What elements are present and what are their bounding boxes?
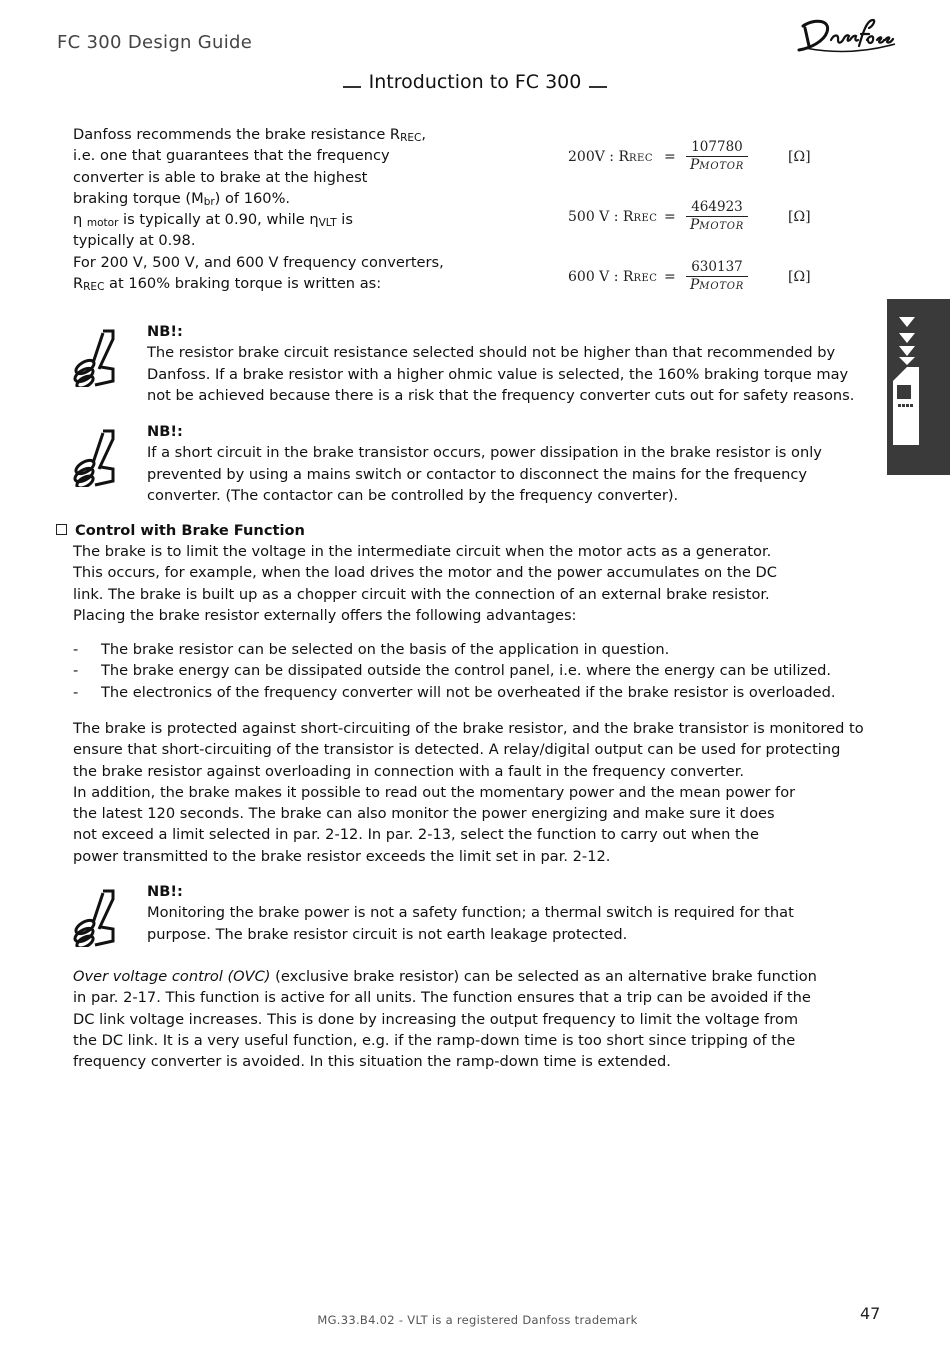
danfoss-logo [797, 14, 899, 54]
list-item [73, 682, 873, 703]
paragraph-line: the brake resistor against overloading in connection with a fault in the frequency converter. [73, 762, 745, 780]
list-item [73, 639, 873, 660]
paragraph-line: in par. 2-17. This function is active for all units. The function ensures that a trip can be avoided if the [73, 989, 811, 1007]
resistance-subscript: REC [633, 273, 658, 284]
intro-line [73, 124, 463, 145]
note-box [73, 321, 873, 411]
list-item-text: The brake energy can be dissipated outside the control panel, i.e. where the energy can be utilized. [101, 662, 832, 680]
intro-line [73, 188, 463, 209]
text: is typically at 0.90, while η [118, 211, 319, 229]
paragraph-line [73, 966, 873, 987]
resistance-symbol: R [618, 149, 629, 165]
unit: [Ω] [788, 209, 811, 225]
intro-line: For 200 V, 500 V, and 600 V frequency converters, [73, 253, 444, 271]
bullet-dash: - [73, 641, 79, 658]
bullet-dash: - [73, 662, 79, 680]
unit: [Ω] [788, 269, 811, 285]
text: η [73, 211, 87, 229]
paragraph-line: The brake is protected against short-circuiting of the brake resistor, and the brake transistor is monitored to [73, 720, 864, 737]
italic-term: Over voltage control (OVC) [73, 968, 271, 985]
denominator [686, 217, 748, 233]
note-label: NB!: [147, 323, 183, 340]
list-item [73, 660, 873, 681]
text: , [421, 126, 426, 143]
numerator: 107780 [686, 139, 748, 157]
voltage: 600 V : [568, 269, 623, 285]
power-subscript: MOTOR [699, 161, 745, 172]
page-number: 47 [860, 1304, 881, 1323]
subscript: REC [83, 281, 105, 294]
writing-hand-icon [73, 329, 119, 387]
title-rule-right [589, 86, 607, 88]
section-title [0, 71, 950, 93]
formula-label [568, 269, 657, 285]
fraction [686, 199, 748, 233]
note-line: If a short circuit in the brake transistor occurs, power dissipation in the brake resistor is only [147, 444, 822, 462]
fraction [686, 139, 748, 173]
voltage: 500 V : [568, 209, 623, 225]
numerator: 630137 [686, 259, 748, 277]
unit: [Ω] [788, 149, 811, 165]
paragraph-line: link. The brake is built up as a chopper circuit with the connection of an external brake resistor. [73, 585, 770, 603]
voltage: 200V : [568, 149, 619, 165]
document-title: FC 300 Design Guide [57, 32, 253, 53]
paragraph-line: not exceed a limit selected in par. 2-12. In par. 2-13, select the function to carry out when the [73, 826, 759, 844]
subscript: br [203, 195, 215, 208]
note-content [147, 421, 877, 506]
text: at 160% braking torque is written as: [104, 275, 382, 293]
note-box [73, 421, 873, 511]
subscript: motor [86, 217, 119, 230]
formula-label [568, 209, 657, 225]
text: Danfoss recommends the brake resistance R [73, 126, 401, 143]
formula-label [568, 149, 653, 165]
note-line: prevented by using a mains switch or contactor to disconnect the mains for the frequency [147, 465, 808, 483]
power-symbol: P [689, 217, 700, 233]
equals-sign: = [664, 209, 676, 225]
chapter-tab [887, 299, 950, 475]
note-label: NB!: [147, 883, 183, 900]
checkbox-square-icon [56, 524, 67, 535]
resistance-subscript: REC [629, 153, 653, 164]
text: is [336, 211, 353, 229]
list-item-text: The brake resistor can be selected on the basis of the application in question. [101, 641, 670, 658]
resistance-subscript: REC [633, 213, 658, 224]
advantages-list [73, 639, 873, 703]
paragraph-line: the DC link. It is a very useful function, e.g. if the ramp-down time is too short since tripping of the [73, 1031, 796, 1049]
paragraph-line: power transmitted to the brake resistor exceeds the limit set in par. 2-12. [73, 847, 611, 865]
page-footer: MG.33.B4.02 - VLT is a registered Danfoss trademark [317, 1313, 638, 1327]
paragraph-line: ensure that short-circuiting of the transistor is detected. A relay/digital output can be used for protecting [73, 741, 841, 759]
intro-paragraph [73, 124, 463, 294]
intro-line: i.e. one that guarantees that the frequency [73, 147, 390, 165]
numerator: 464923 [686, 199, 748, 217]
subscript: REC [400, 132, 422, 144]
bullet-dash: - [73, 683, 79, 701]
equals-sign: = [664, 149, 676, 165]
subscript: VLT [318, 217, 337, 230]
text: R [73, 275, 84, 293]
intro-line: converter is able to brake at the highest [73, 168, 368, 186]
equals-sign: = [664, 269, 676, 285]
subsection-heading-text: Control with Brake Function [75, 522, 305, 539]
note-line: The resistor brake circuit resistance selected should not be higher than that recommended by [147, 344, 836, 362]
chapter-tab-icon [887, 299, 950, 475]
intro-line: typically at 0.98. [73, 232, 196, 250]
resistance-symbol: R [622, 269, 634, 285]
list-item-text: The electronics of the frequency converter will not be overheated if the brake resistor is overloaded. [101, 683, 836, 701]
paragraph-line: In addition, the brake makes it possible to read out the momentary power and the mean power for [73, 783, 796, 801]
paragraph-line: The brake is to limit the voltage in the intermediate circuit when the motor acts as a generator. [73, 543, 772, 560]
power-subscript: MOTOR [699, 281, 745, 292]
denominator [686, 277, 748, 293]
ovc-paragraph [73, 966, 873, 1072]
paragraph-line: This occurs, for example, when the load drives the motor and the power accumulates on the DC [73, 564, 777, 582]
power-symbol: P [689, 277, 700, 293]
note-line: Monitoring the brake power is not a safety function; a thermal switch is required for that [147, 904, 794, 922]
note-content [147, 321, 877, 406]
fraction [686, 259, 748, 293]
text: (exclusive brake resistor) can be selected as an alternative brake function [270, 968, 817, 985]
note-content [147, 881, 877, 945]
protection-paragraph [73, 718, 883, 867]
note-line: converter. (The contactor can be controlled by the frequency converter). [147, 486, 679, 504]
paragraph-line: Placing the brake resistor externally offers the following advantages: [73, 606, 577, 624]
text: braking torque (M [73, 189, 204, 207]
subsection-heading [56, 520, 305, 541]
intro-line [73, 209, 463, 230]
power-symbol: P [689, 157, 700, 173]
paragraph-line: DC link voltage increases. This is done by increasing the output frequency to limit the voltage from [73, 1010, 799, 1028]
control-paragraph [73, 541, 873, 626]
power-subscript: MOTOR [699, 221, 745, 232]
intro-line [73, 273, 463, 294]
denominator [686, 157, 748, 173]
writing-hand-icon [73, 889, 119, 947]
paragraph-line: frequency converter is avoided. In this situation the ramp-down time is extended. [73, 1053, 671, 1071]
writing-hand-icon [73, 429, 119, 487]
text: ) of 160%. [214, 189, 291, 207]
note-line: not be achieved because there is a risk that the frequency converter cuts out for safety reasons. [147, 386, 855, 404]
note-line: Danfoss. If a brake resistor with a higher ohmic value is selected, the 160% braking torque may [147, 365, 849, 383]
paragraph-line: the latest 120 seconds. The brake can also monitor the power energizing and make sure it does [73, 805, 775, 823]
note-line: purpose. The brake resistor circuit is not earth leakage protected. [147, 925, 628, 943]
note-box [73, 881, 873, 953]
title-rule-left [343, 86, 361, 88]
section-title-text: Introduction to FC 300 [368, 71, 582, 93]
note-label: NB!: [147, 423, 183, 440]
resistance-symbol: R [622, 209, 634, 225]
